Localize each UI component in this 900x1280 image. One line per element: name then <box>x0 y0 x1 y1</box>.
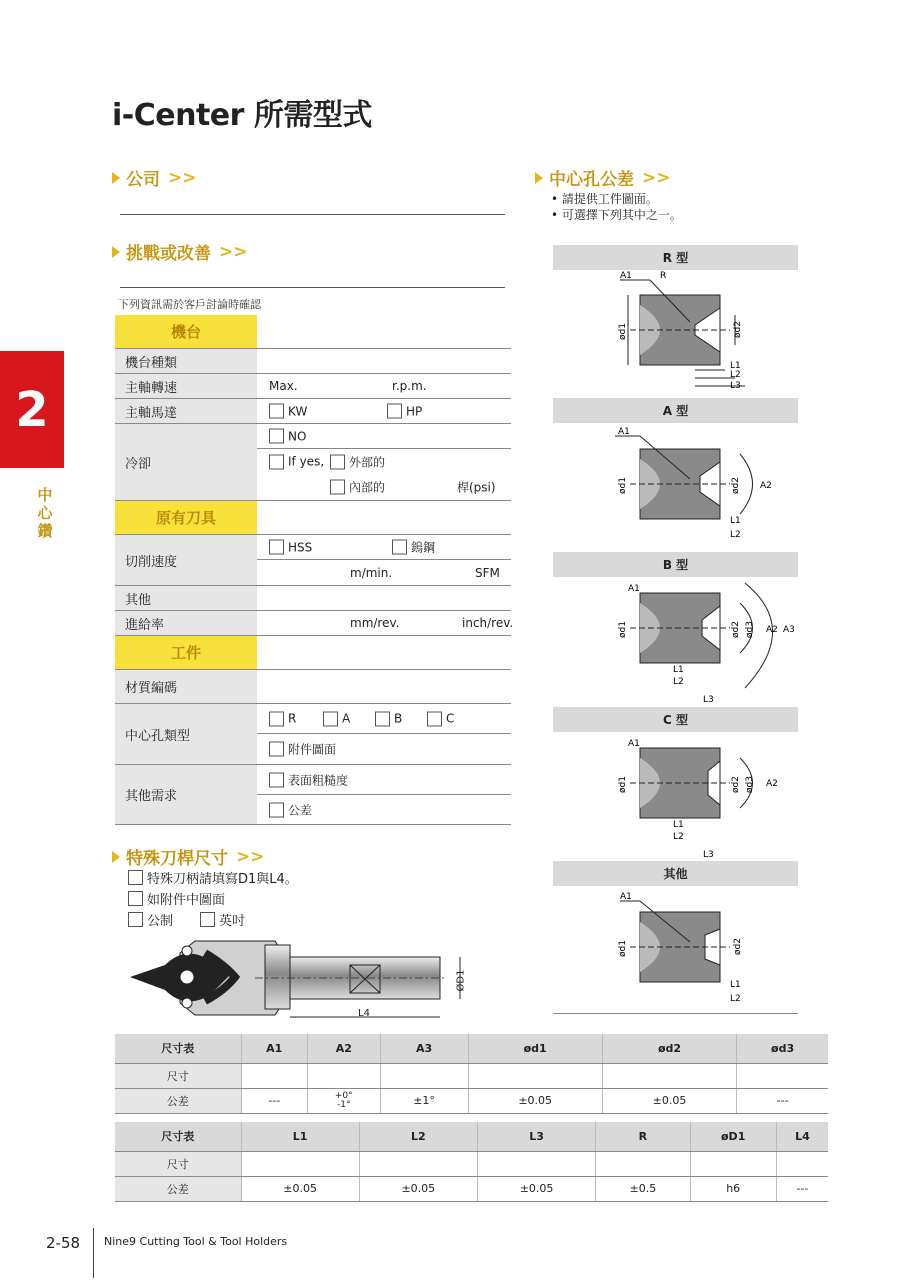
internal-label: 內部的 <box>349 480 386 494</box>
r-r: R <box>660 271 667 281</box>
spindle-speed-label: 主軸轉速 <box>115 374 257 398</box>
kw-label: KW <box>288 404 308 418</box>
special-line1 <box>128 868 298 887</box>
a-d2: ød2 <box>731 477 741 494</box>
st2-h2: L2 <box>359 1122 477 1151</box>
a2-plus: +0° <box>334 1090 353 1101</box>
b-l2: L2 <box>673 677 684 687</box>
b-label: B <box>394 711 403 726</box>
b-d1: ød1 <box>618 621 628 638</box>
other-a1: A1 <box>620 892 632 902</box>
r-a1: A1 <box>620 271 632 281</box>
l4-label: L4 <box>358 1008 370 1019</box>
st1-h4: ød1 <box>468 1034 602 1063</box>
type-a-drawing <box>600 424 800 546</box>
imperial-checkbox[interactable] <box>200 912 215 927</box>
st1-tol-d1: ±0.05 <box>468 1088 602 1113</box>
st1-h1: A1 <box>241 1034 307 1063</box>
no-checkbox[interactable] <box>269 429 284 444</box>
hss-checkbox[interactable] <box>269 540 284 555</box>
form-note: 下列資訊需於客戶討論時確認 <box>118 298 261 311</box>
size-table-1 <box>115 1034 828 1114</box>
st1-size-label: 尺寸 <box>115 1063 241 1088</box>
st1-tol-a3: ±1° <box>380 1088 468 1113</box>
if-yes-label: If yes, <box>288 454 325 469</box>
st2-h5: øD1 <box>690 1122 776 1151</box>
st2-h4: R <box>596 1122 690 1151</box>
st2-h0: 尺寸表 <box>115 1122 241 1151</box>
machine-type-field[interactable] <box>257 349 511 373</box>
a2-minus: -1° <box>337 1099 351 1110</box>
right-panel-bottom-line <box>553 1013 798 1014</box>
tungsten-checkbox[interactable] <box>392 540 407 555</box>
arrows-text: >> <box>236 846 265 867</box>
type-c-drawing <box>600 733 800 861</box>
attached-drawing-checkbox[interactable] <box>269 742 284 757</box>
special-line2 <box>128 889 225 908</box>
b-l1: L1 <box>673 665 684 675</box>
st1-size-cell[interactable] <box>737 1063 828 1088</box>
kw-checkbox[interactable] <box>269 404 284 419</box>
other-l2: L2 <box>730 994 741 1004</box>
st2-h3: L3 <box>477 1122 595 1151</box>
challenge-input-line[interactable] <box>120 287 505 288</box>
section-special <box>112 844 265 869</box>
st1-size-cell[interactable] <box>307 1063 380 1088</box>
section-special-label: 特殊刀桿尺寸 <box>126 849 228 869</box>
st1-size-cell[interactable] <box>468 1063 602 1088</box>
imperial-label: 英吋 <box>219 914 246 929</box>
arrow-icon <box>112 246 120 258</box>
type-b-drawing <box>600 578 800 706</box>
st2-size-cell[interactable] <box>690 1151 776 1176</box>
tool-drawing <box>125 935 480 1025</box>
c-d3: ød3 <box>745 776 755 793</box>
st1-size-cell[interactable] <box>241 1063 307 1088</box>
section-challenge <box>112 239 248 264</box>
section-company-label: 公司 <box>126 170 160 190</box>
type-r-drawing <box>600 270 800 395</box>
footer-text: Nine9 Cutting Tool & Tool Holders <box>104 1235 288 1248</box>
unit-metric <box>128 910 173 929</box>
b-a2: A2 <box>766 625 778 635</box>
type-other-drawing <box>600 887 800 1009</box>
st2-size-cell[interactable] <box>596 1151 690 1176</box>
b-a1: A1 <box>628 584 640 594</box>
metric-label: 公制 <box>147 914 174 929</box>
a-d1: ød1 <box>618 477 628 494</box>
if-yes-checkbox[interactable] <box>269 454 284 469</box>
r-d1: ød1 <box>618 323 628 340</box>
c-label: C <box>446 711 455 726</box>
footer-divider <box>93 1228 94 1278</box>
company-input-line[interactable] <box>120 214 505 215</box>
c-checkbox[interactable] <box>427 711 442 726</box>
b-checkbox[interactable] <box>375 711 390 726</box>
st1-h6: ød3 <box>737 1034 828 1063</box>
arrow-icon <box>112 851 120 863</box>
a-checkbox[interactable] <box>323 711 338 726</box>
a-a1: A1 <box>618 427 630 437</box>
max-label: Max. <box>269 379 298 393</box>
section-tolerance <box>535 165 671 190</box>
chapter-label: 中心鑽 <box>37 486 53 540</box>
spindle-speed-field[interactable] <box>257 374 511 398</box>
hp-label: HP <box>406 404 423 418</box>
special-line1-text: 特殊刀柄請填寫D1與L4。 <box>147 872 298 887</box>
a-label: A <box>342 711 351 726</box>
external-checkbox[interactable] <box>330 454 345 469</box>
st2-tol-l3: ±0.05 <box>477 1176 595 1201</box>
section-challenge-label: 挑戰或改善 <box>126 244 211 264</box>
other-label: 其他 <box>115 586 257 610</box>
r-d2: ød2 <box>733 321 743 338</box>
internal-checkbox[interactable] <box>330 479 345 494</box>
hole-type-label: 中心孔類型 <box>115 704 257 764</box>
work-header: 工件 <box>115 636 257 669</box>
size-table-2 <box>115 1122 828 1202</box>
a-l2: L2 <box>730 530 741 540</box>
hss-label: HSS <box>288 540 313 554</box>
requirement-form <box>115 315 514 825</box>
st2-tol-d1: h6 <box>690 1176 776 1201</box>
type-other-header: 其他 <box>553 861 798 886</box>
external-label: 外部的 <box>349 455 386 469</box>
no-label: NO <box>288 429 307 443</box>
feed-rate-field[interactable] <box>257 611 514 635</box>
hp-checkbox[interactable] <box>387 404 402 419</box>
r-label: R <box>288 711 297 726</box>
tungsten-label: 鎢鋼 <box>411 540 436 555</box>
other-d2: ød2 <box>733 938 743 955</box>
b-d2: ød2 <box>731 621 741 638</box>
st1-h2: A2 <box>307 1034 380 1063</box>
machine-type-label: 機台種類 <box>115 349 257 373</box>
section-tolerance-label: 中心孔公差 <box>549 170 634 190</box>
c-l1: L1 <box>673 820 684 830</box>
st1-h3: A3 <box>380 1034 468 1063</box>
c-l3: L3 <box>703 850 714 860</box>
st2-size-label: 尺寸 <box>115 1151 241 1176</box>
st2-tol-label: 公差 <box>115 1176 241 1201</box>
st2-size-cell[interactable] <box>359 1151 477 1176</box>
st2-h1: L1 <box>241 1122 359 1151</box>
drawing-checkbox[interactable] <box>128 891 143 906</box>
sfm-label: SFM <box>475 565 500 580</box>
st2-tol-l1: ±0.05 <box>241 1176 359 1201</box>
tolerance-note-2: • 可選擇下列其中之一。 <box>551 208 682 222</box>
a-a2: A2 <box>760 481 772 491</box>
feed-rate-label: 進給率 <box>115 611 257 635</box>
mm-rev-label: mm/rev. <box>350 616 400 630</box>
st2-tol-r: ±0.5 <box>596 1176 690 1201</box>
arrows-text: >> <box>642 167 671 188</box>
roughness-label: 表面粗糙度 <box>288 773 349 787</box>
b-a3: A3 <box>783 625 795 635</box>
st1-tol-d3: --- <box>737 1088 828 1113</box>
st1-tol-a1: --- <box>241 1088 307 1113</box>
st1-h0: 尺寸表 <box>115 1034 241 1063</box>
tolerance-checkbox[interactable] <box>269 803 284 818</box>
tolerance-note-1: • 請提供工件圖面。 <box>551 192 658 206</box>
material-field[interactable] <box>257 670 511 703</box>
other-req-label: 其他需求 <box>115 765 257 824</box>
tool-header: 原有刀具 <box>115 501 257 534</box>
type-c-header: C 型 <box>553 707 798 732</box>
od1-label: ØD1 <box>455 969 467 992</box>
spindle-motor-label: 主軸馬達 <box>115 399 257 423</box>
roughness-checkbox[interactable] <box>269 772 284 787</box>
st1-tol-label: 公差 <box>115 1088 241 1113</box>
inch-rev-label: inch/rev. <box>462 616 514 630</box>
unit-imperial <box>200 910 245 929</box>
type-b-header: B 型 <box>553 552 798 577</box>
arrows-text: >> <box>168 167 197 188</box>
r-l3: L3 <box>730 381 741 391</box>
r-checkbox[interactable] <box>269 711 284 726</box>
st1-size-cell[interactable] <box>380 1063 468 1088</box>
other-l1: L1 <box>730 980 741 990</box>
m-min-label: m/min. <box>350 565 393 580</box>
metric-checkbox[interactable] <box>128 912 143 927</box>
machine-header: 機台 <box>115 315 257 348</box>
section-company <box>112 165 197 190</box>
material-label: 材質編碼 <box>115 670 257 703</box>
r-l2: L2 <box>730 370 741 380</box>
st2-size-cell[interactable] <box>477 1151 595 1176</box>
st1-tol-a2 <box>307 1088 380 1113</box>
c-d2: ød2 <box>731 776 741 793</box>
st1-tol-d2: ±0.05 <box>602 1088 736 1113</box>
st2-tol-l2: ±0.05 <box>359 1176 477 1201</box>
cutting-speed-label: 切削速度 <box>115 535 257 585</box>
special-line2-text: 如附件中圖面 <box>147 893 226 908</box>
special-shank-checkbox[interactable] <box>128 870 143 885</box>
page-title: i-Center 所需型式 <box>112 98 372 133</box>
arrow-icon <box>535 172 543 184</box>
c-l2: L2 <box>673 832 684 842</box>
st2-size-cell[interactable] <box>241 1151 359 1176</box>
st2-tol-l4: --- <box>776 1176 828 1201</box>
rpm-label: r.p.m. <box>392 379 427 393</box>
tolerance-label: 公差 <box>288 803 313 818</box>
type-a-header: A 型 <box>553 398 798 423</box>
st1-size-cell[interactable] <box>602 1063 736 1088</box>
r-l1: L1 <box>730 361 741 371</box>
c-a1: A1 <box>628 739 640 749</box>
other-d1: ød1 <box>618 940 628 957</box>
a-l1: L1 <box>730 516 741 526</box>
arrow-icon <box>112 172 120 184</box>
attached-drawing-label: 附件圖面 <box>288 742 337 757</box>
b-d3: ød3 <box>745 621 755 638</box>
arrows-text: >> <box>219 241 248 262</box>
psi-label: 桿(psi) <box>457 480 496 494</box>
chapter-tab: 2 <box>0 351 64 468</box>
coolant-label: 冷卻 <box>115 424 257 500</box>
page-number: 2-58 <box>46 1234 81 1252</box>
b-l3: L3 <box>703 695 714 705</box>
other-field[interactable] <box>257 586 511 610</box>
c-d1: ød1 <box>618 776 628 793</box>
c-a2: A2 <box>766 779 778 789</box>
st2-size-cell[interactable] <box>776 1151 828 1176</box>
st2-h6: L4 <box>776 1122 828 1151</box>
st1-h5: ød2 <box>602 1034 736 1063</box>
type-r-header: R 型 <box>553 245 798 270</box>
